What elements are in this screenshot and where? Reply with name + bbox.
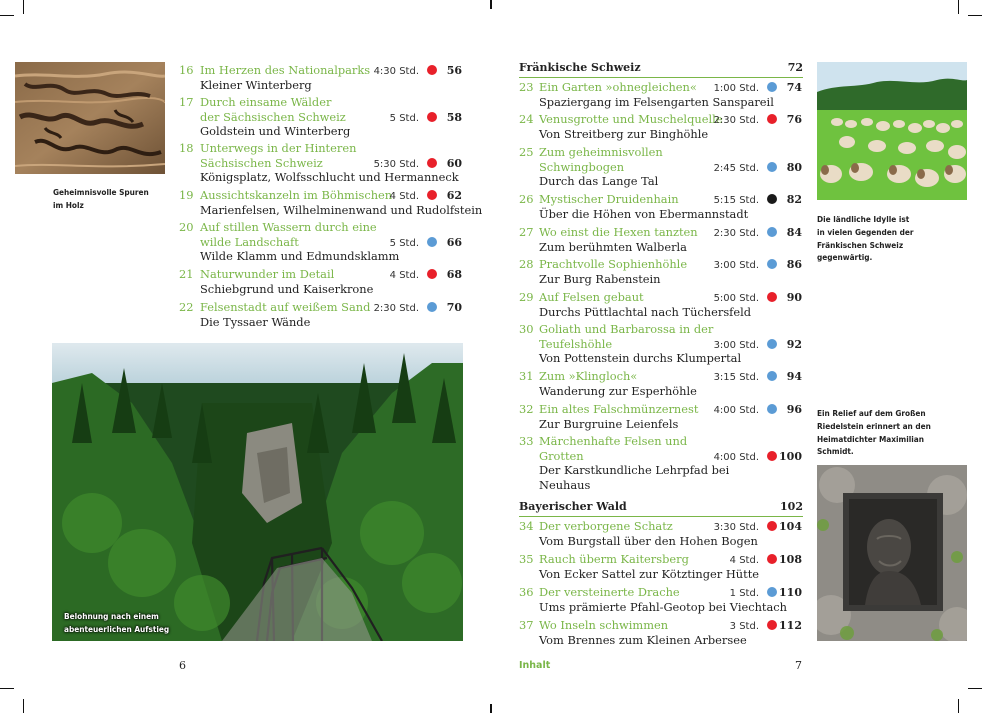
tour-title: Im Herzen des Nationalparks: [200, 63, 371, 77]
tour-number: 21: [179, 267, 194, 281]
page-ref: 108: [779, 553, 802, 566]
toc-entry[interactable]: [179, 300, 464, 329]
section-page: 102: [780, 500, 803, 513]
tour-title: Schwingbogen: [539, 159, 625, 174]
page-ref: 92: [786, 337, 802, 351]
toc-entry[interactable]: [519, 290, 804, 319]
tour-subtitle: Marienfelsen, Wilhelminenwand und Rudolfstein: [200, 202, 483, 217]
tour-title: Prachtvolle Sophienhöhle: [539, 257, 688, 271]
tour-subtitle: Vom Brennes zum Kleinen Arbersee: [539, 632, 747, 647]
tour-title: Der verborgene Schatz: [539, 519, 673, 533]
duration: 2:30 Std.: [713, 115, 759, 126]
tour-title: Felsenstadt auf weißem Sand: [200, 300, 371, 314]
tour-subtitle: Neuhaus: [539, 477, 591, 492]
section-page: 72: [787, 61, 803, 74]
toc-entry[interactable]: [519, 618, 804, 647]
tour-subtitle: Durch das Lange Tal: [539, 174, 659, 189]
tour-number: 27: [519, 225, 534, 239]
relief-caption: [817, 407, 931, 458]
page-ref: 90: [786, 291, 802, 304]
tour-title: Ein altes Falschmünzernest: [539, 402, 699, 416]
tour-subtitle: Zum berühmten Walberla: [539, 239, 687, 254]
tour-number: 18: [179, 141, 194, 155]
tour-title: Wo einst die Hexen tanzten: [539, 225, 698, 239]
sheep-caption: [817, 213, 914, 264]
tour-subtitle: Über die Höhen von Ebermannstadt: [539, 206, 749, 221]
duration: 5:30 Std.: [373, 158, 419, 170]
tour-subtitle: Durchs Püttlachtal nach Tüchersfeld: [539, 304, 752, 319]
page-ref: 110: [779, 586, 802, 599]
page-ref: 94: [786, 370, 802, 383]
tour-subtitle: Von Pottenstein durchs Klumpertal: [539, 351, 742, 366]
tour-title: Mystischer Druidenhain: [539, 192, 679, 206]
tour-number: 37: [519, 618, 534, 632]
tour-title: wilde Landschaft: [200, 234, 299, 249]
tour-title: Naturwunder im Detail: [200, 267, 335, 281]
toc-entry[interactable]: [179, 220, 464, 264]
tour-title: der Sächsischen Schweiz: [200, 109, 346, 124]
caption-line: in vielen Gegenden der: [817, 226, 914, 237]
toc-entry[interactable]: [179, 188, 483, 217]
crop-mark: [958, 699, 959, 713]
sheep-photo: [817, 62, 967, 200]
caption-line: Die ländliche Idylle ist: [817, 214, 910, 224]
tour-subtitle: Ums prämierte Pfahl-Geotop bei Viechtach: [539, 599, 788, 614]
duration: 5 Std.: [389, 237, 419, 249]
page-ref: 74: [786, 81, 802, 94]
tour-number: 28: [519, 257, 534, 271]
duration: 4:00 Std.: [713, 451, 759, 463]
page-ref: 76: [786, 113, 802, 126]
duration: 2:30 Std.: [713, 228, 759, 239]
caption-line: Geheimnisvolle Spuren: [53, 187, 149, 197]
tour-number: 29: [519, 290, 534, 304]
duration: 1:00 Std.: [713, 83, 759, 94]
duration: 5 Std.: [389, 112, 419, 124]
page-ref: 80: [786, 160, 802, 174]
toc-entry[interactable]: [519, 145, 804, 189]
toc-entry[interactable]: [519, 552, 804, 581]
right-page-number: 7: [795, 659, 802, 672]
page-ref: 84: [786, 226, 802, 239]
duration: 4:30 Std.: [373, 66, 419, 77]
duration: 5:00 Std.: [713, 293, 759, 304]
page-ref: 70: [446, 301, 462, 314]
toc-entry[interactable]: [179, 141, 464, 185]
tour-title: Sächsischen Schweiz: [200, 155, 323, 170]
tour-number: 20: [179, 220, 194, 234]
tour-title: Unterwegs in der Hinteren: [200, 141, 357, 155]
duration: 4 Std.: [729, 555, 759, 566]
tour-title: Rauch überm Kaitersberg: [539, 552, 689, 566]
tour-number: 22: [179, 300, 194, 314]
toc-entry[interactable]: [519, 112, 804, 141]
page-ref: 68: [446, 268, 462, 281]
toc-entry[interactable]: [179, 95, 464, 139]
tour-number: 25: [519, 145, 534, 159]
crop-mark: [968, 15, 982, 16]
tour-subtitle: Spaziergang im Felsengarten Sanspareil: [539, 94, 774, 109]
caption-line: gegenwärtig.: [817, 252, 873, 263]
toc-entry[interactable]: [519, 585, 804, 614]
tour-title: Durch einsame Wälder: [200, 95, 332, 109]
caption-line: Schmidt.: [817, 446, 854, 457]
toc-entry[interactable]: [519, 519, 804, 548]
page-ref: 82: [786, 193, 802, 206]
tour-number: 35: [519, 552, 534, 566]
page-ref: 58: [446, 110, 462, 124]
page-ref: 104: [779, 520, 802, 533]
tour-subtitle: Vom Burgstall über den Hohen Bogen: [539, 533, 758, 548]
left-page-number: 6: [179, 659, 186, 672]
duration: 4 Std.: [389, 270, 419, 281]
tour-title: Venusgrotte und Muschelquelle: [539, 112, 723, 126]
tour-title: Grotten: [539, 448, 584, 463]
tour-subtitle: Goldstein und Winterberg: [200, 124, 351, 139]
tour-subtitle: Kleiner Winterberg: [200, 77, 312, 92]
duration: 1 Std.: [729, 588, 759, 599]
toc-entry[interactable]: [519, 225, 804, 254]
section-rule: [519, 77, 803, 78]
forest-caption: [64, 610, 169, 636]
page-ref: 56: [446, 64, 462, 77]
tour-subtitle: Von Streitberg zur Binghöhle: [539, 126, 709, 141]
tour-subtitle: Zur Burg Rabenstein: [539, 271, 661, 286]
page-ref: 60: [446, 156, 462, 170]
duration: 2:45 Std.: [713, 162, 759, 174]
tour-number: 30: [519, 322, 534, 336]
tour-title: Ein Garten »ohnegleichen«: [539, 80, 697, 94]
crop-mark: [958, 0, 959, 14]
crop-mark: [23, 699, 24, 713]
section-heading: Bayerischer Wald: [519, 500, 627, 513]
crop-mark: [0, 688, 14, 689]
tour-number: 33: [519, 434, 534, 448]
section-heading: Fränkische Schweiz: [519, 61, 641, 74]
wood-caption: [53, 186, 149, 212]
tour-number: 36: [519, 585, 534, 599]
toc-entry[interactable]: [519, 257, 804, 286]
tour-number: 17: [179, 95, 194, 109]
tour-number: 23: [519, 80, 534, 94]
crop-mark: [0, 15, 14, 16]
relief-photo: [817, 465, 967, 641]
tour-title: Goliath und Barbarossa in der: [539, 322, 714, 336]
page-ref: 100: [779, 449, 802, 463]
tour-number: 32: [519, 402, 534, 416]
tour-number: 34: [519, 519, 534, 533]
page-ref: 66: [446, 235, 462, 249]
toc-entry[interactable]: [519, 322, 804, 366]
tour-title: Märchenhafte Felsen und: [539, 434, 688, 448]
tour-title: Aussichtskanzeln im Böhmischen: [200, 188, 393, 202]
caption-line: abenteuerlichen Aufstieg: [64, 623, 170, 634]
duration: 2:30 Std.: [373, 303, 419, 314]
duration: 3:00 Std.: [713, 260, 759, 271]
crop-mark: [968, 688, 982, 689]
tour-title: Der versteinerte Drache: [539, 585, 680, 599]
tour-subtitle: Königsplatz, Wolfsschlucht und Hermanneck: [200, 170, 459, 185]
tour-number: 31: [519, 369, 534, 383]
crop-mark: [490, 0, 492, 9]
tour-number: 19: [179, 188, 194, 202]
duration: 3:00 Std.: [713, 339, 759, 351]
tour-subtitle: Zur Burgruine Leienfels: [539, 416, 679, 431]
duration: 3:30 Std.: [713, 522, 759, 533]
tour-subtitle: Schiebgrund und Kaiserkrone: [200, 281, 374, 296]
tour-subtitle: Die Tyssaer Wände: [200, 314, 311, 329]
tour-title: Teufelshöhle: [539, 336, 613, 351]
tour-title: Wo Inseln schwimmen: [539, 618, 669, 632]
page-ref: 112: [779, 619, 802, 632]
toc-entry[interactable]: [519, 80, 804, 109]
crop-mark: [490, 704, 492, 713]
footer-label: Inhalt: [519, 660, 551, 671]
duration: 4 Std.: [389, 191, 419, 202]
caption-line: Ein Relief auf dem Großen: [817, 408, 926, 418]
tour-title: Auf stillen Wassern durch eine: [200, 220, 377, 234]
page-ref: 62: [446, 189, 462, 202]
tour-number: 16: [179, 63, 194, 77]
crop-mark: [23, 0, 24, 14]
wood-photo: [15, 62, 165, 174]
duration: 3:15 Std.: [713, 372, 759, 383]
tour-subtitle: Von Ecker Sattel zur Kötztinger Hütte: [539, 566, 760, 581]
tour-subtitle: Wanderung zur Esperhöhle: [539, 383, 697, 398]
page-ref: 96: [786, 403, 802, 416]
toc-entry[interactable]: [179, 267, 464, 296]
toc-entry[interactable]: [519, 369, 804, 398]
toc-entry[interactable]: [519, 192, 804, 221]
tour-title: Zum »Klingloch«: [539, 369, 638, 383]
duration: 3 Std.: [729, 621, 759, 632]
duration: 4:00 Std.: [713, 405, 759, 416]
tour-number: 26: [519, 192, 534, 206]
toc-entry[interactable]: [519, 434, 804, 492]
toc-entry[interactable]: [179, 63, 464, 92]
duration: 5:15 Std.: [713, 195, 759, 206]
page-ref: 86: [786, 258, 802, 271]
tour-title: Zum geheimnisvollen: [539, 145, 663, 159]
tour-subtitle: Der Karstkundliche Lehrpfad bei: [539, 463, 730, 478]
caption-line: Riedelstein erinnert an den: [817, 420, 931, 431]
caption-line: Fränkischen Schweiz: [817, 239, 904, 250]
toc-entry[interactable]: [519, 402, 804, 431]
caption-line: im Holz: [53, 199, 84, 210]
tour-subtitle: Wilde Klamm und Edmundsklamm: [200, 249, 400, 264]
forest-photo: [52, 343, 463, 641]
caption-line: Heimatdichter Maximilian: [817, 433, 925, 444]
section-rule: [519, 516, 803, 517]
tour-number: 24: [519, 112, 534, 126]
tour-title: Auf Felsen gebaut: [539, 290, 644, 304]
caption-line: Belohnung nach einem: [64, 611, 159, 621]
